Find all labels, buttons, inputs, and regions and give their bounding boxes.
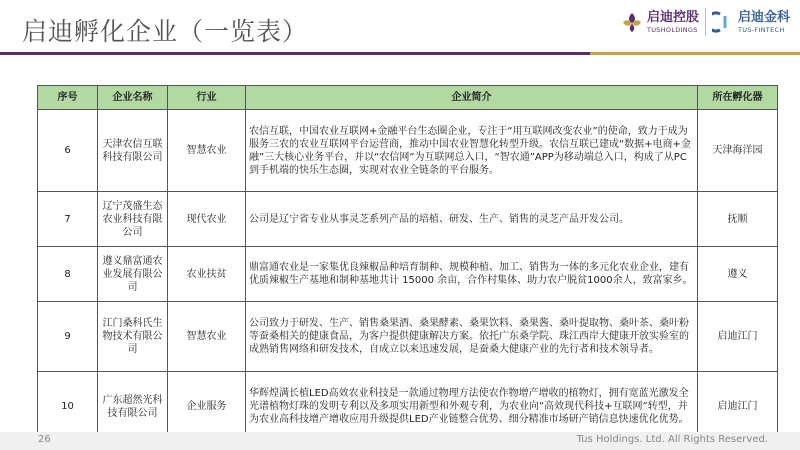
company-description: 公司是辽宁省专业从事灵芝系列产品的培植、研发、生产、销售的灵芝产品开发公司。 [246,192,698,247]
industry: 农业扶贫 [168,247,246,302]
company-name: 江门桑科氏生物技术有限公司 [98,302,168,372]
industry: 智慧农业 [168,110,246,192]
incubator: 抚顺 [698,192,778,247]
incubator: 遵义 [698,247,778,302]
tusholdings-logo-icon [621,11,643,33]
company-description: 鼎富通农业是一家集优良辣椒品种培育制种、规模种植、加工、销售为一体的多元化农业企业，建有优质辣椒生产基地和制种基地共计 15000 余亩，合作村集体、助力农户脱贫1000余人，致富家乡。 [246,247,698,302]
table-row [38,302,778,372]
company-description: 华辉煌满长植LED高效农业科技是一款通过物理方法使农作物增产增收的植物灯，拥有宽蓝光激发全光谱植物灯珠的发明专利以及多项实用新型和外观专利，为农业向“高效现代科技+互联网”转型，并为农业高科技增产增收应用升级提供LED产业链整合优势、细分精准市场研产销信息快速优化优势。 [246,372,698,442]
table-row [38,110,778,192]
table-header-row [38,86,778,110]
company-description: 公司致力于研发、生产、销售桑果酒、桑果酵素、桑果饮料、桑果酱、桑叶提取物、桑叶茶、桑叶粉等蚕桑相关的健康食品，为客户提供健康解决方案。依托广东桑学院、珠江西岸大健康开放实验室的成熟销售网络和研发技术，自成立以来迅速发展，是蚕桑大健康产业的先行者和技术领导者。 [246,302,698,372]
row-num: 10 [38,372,98,442]
company-name: 广东超然光科技有限公司 [98,372,168,442]
table-row [38,247,778,302]
row-num: 7 [38,192,98,247]
logo-group [621,8,790,36]
tusholdings-logo-en: TUSHOLDINGS [646,25,698,34]
row-num: 6 [38,110,98,192]
company-description: 农信互联，中国农业互联网+金融平台生态圈企业，专注于“用互联网改变农业”的使命，致力于成为服务三农的农业互联网平台运营商，推动中国农业智慧化转型升级。农信互联已建成“数据+电商+金融”三大核心业务平台，并以“农信网”为互联网总入口，“智农通”APP为移动端总入口，构成了从PC到手机端的快乐生态圈，实现对农业全链条的平台服务。 [246,110,698,192]
page-title: 启迪孵化企业（一览表） [22,17,309,46]
table-row [38,192,778,247]
incubator: 启迪江门 [698,302,778,372]
tusholdings-logo-zh: 启迪控股 [646,9,699,25]
incubator: 启迪江门 [698,372,778,442]
industry: 现代农业 [168,192,246,247]
company-name: 辽宁茂盛生态农业科技有限公司 [98,192,168,247]
page-number: 26 [38,434,51,445]
industry: 智慧农业 [168,302,246,372]
incubated-companies-table [37,85,778,442]
incubator: 天津海洋园 [698,110,778,192]
tusholdings-logo [621,11,699,34]
header-company-name: 企业名称 [98,86,168,110]
header-description: 企业简介 [246,86,698,110]
tus-fintech-logo-icon [712,11,734,33]
header-industry: 行业 [168,86,246,110]
footer-bar [0,432,800,450]
row-num: 9 [38,302,98,372]
row-num: 8 [38,247,98,302]
header-incubator: 所在孵化器 [698,86,778,110]
header-num: 序号 [38,86,98,110]
copyright-text: Tus Holdings. Ltd. All Rights Reserved. [576,434,768,445]
company-name: 天津农信互联科技有限公司 [98,110,168,192]
industry: 企业服务 [168,372,246,442]
company-name: 遵义鼎富通农业发展有限公司 [98,247,168,302]
logo-divider [705,8,706,36]
tus-fintech-logo-zh: 启迪金科 [737,9,790,25]
tus-fintech-logo-en: TUS-FINTECH [737,25,785,34]
tus-fintech-logo [712,11,790,34]
title-underline [0,52,800,55]
table-row [38,372,778,442]
